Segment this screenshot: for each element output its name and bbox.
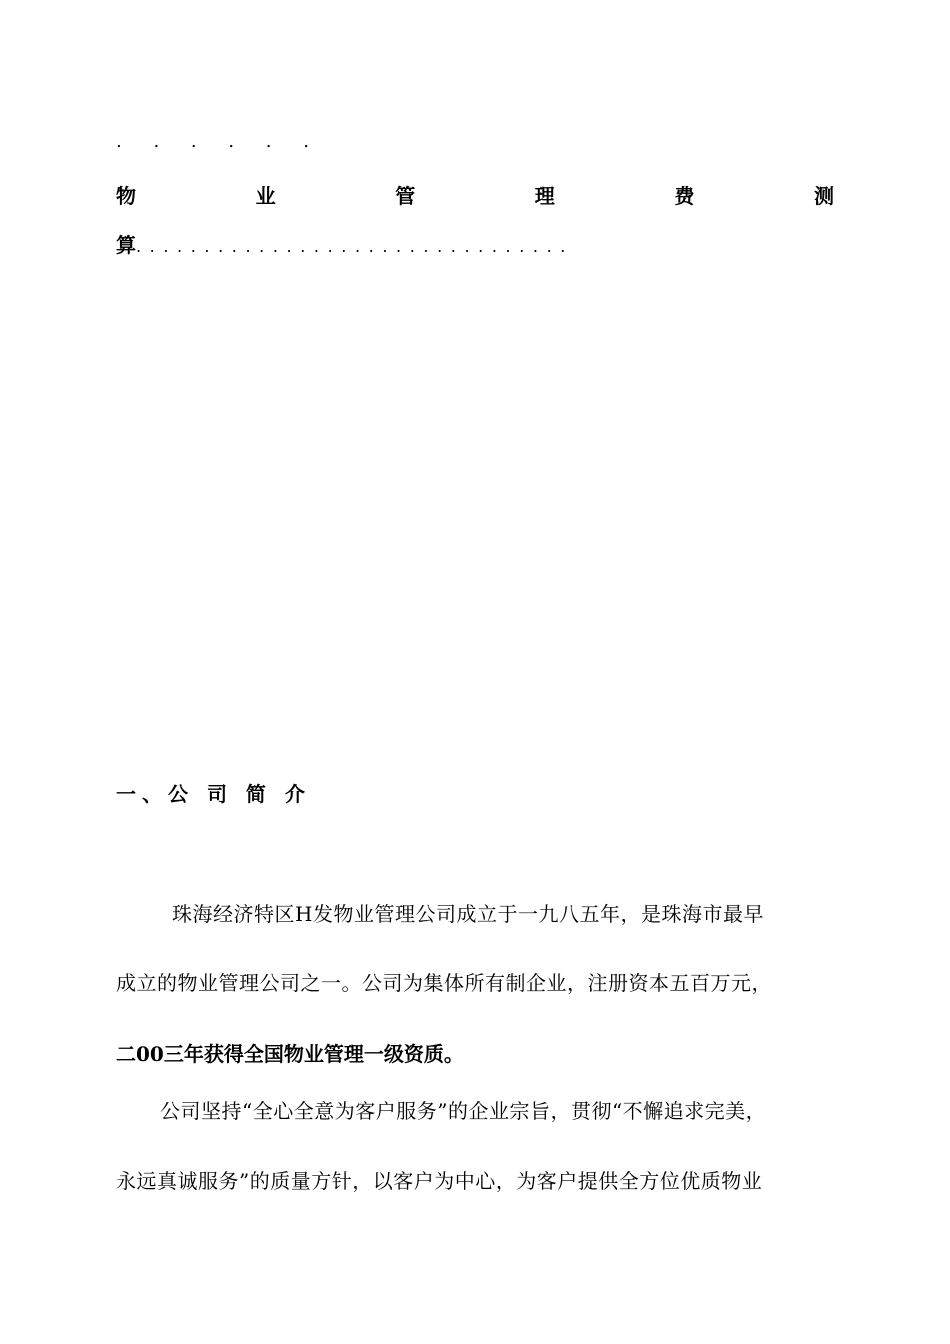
toc-title-char: 物: [116, 184, 136, 208]
toc-entry-title: [116, 182, 834, 210]
body-text-line: 珠海经济特区H发物业管理公司成立于一九八五年，是珠海市最早: [172, 902, 764, 926]
toc-title-char: 测: [813, 184, 834, 208]
toc-entry-continuation: [116, 231, 836, 261]
toc-title-char: 业: [255, 184, 276, 208]
body-text-line: 永远真诚服务”的质量方针，以客户为中心，为客户提供全方位优质物业: [116, 1169, 763, 1193]
toc-title-last-char: 算: [116, 233, 136, 257]
toc-leader-dots: . . . . . .: [116, 131, 322, 152]
body-text-line: 成立的物业管理公司之一。公司为集体所有制企业，注册资本五百万元，: [116, 971, 772, 995]
body-text-line: 公司坚持“全心全意为客户服务”的企业宗旨，贯彻“不懈追求完美，: [160, 1099, 767, 1123]
toc-title-char: 理: [534, 184, 555, 208]
toc-entry-leader-dots: ................................: [136, 237, 574, 256]
body-text-line-bold: 二00三年获得全国物业管理一级资质。: [116, 1042, 464, 1066]
toc-title-char: 费: [674, 184, 695, 208]
toc-title-char: 管: [395, 184, 416, 208]
section-heading: 一、公 司 简 介: [116, 782, 311, 806]
